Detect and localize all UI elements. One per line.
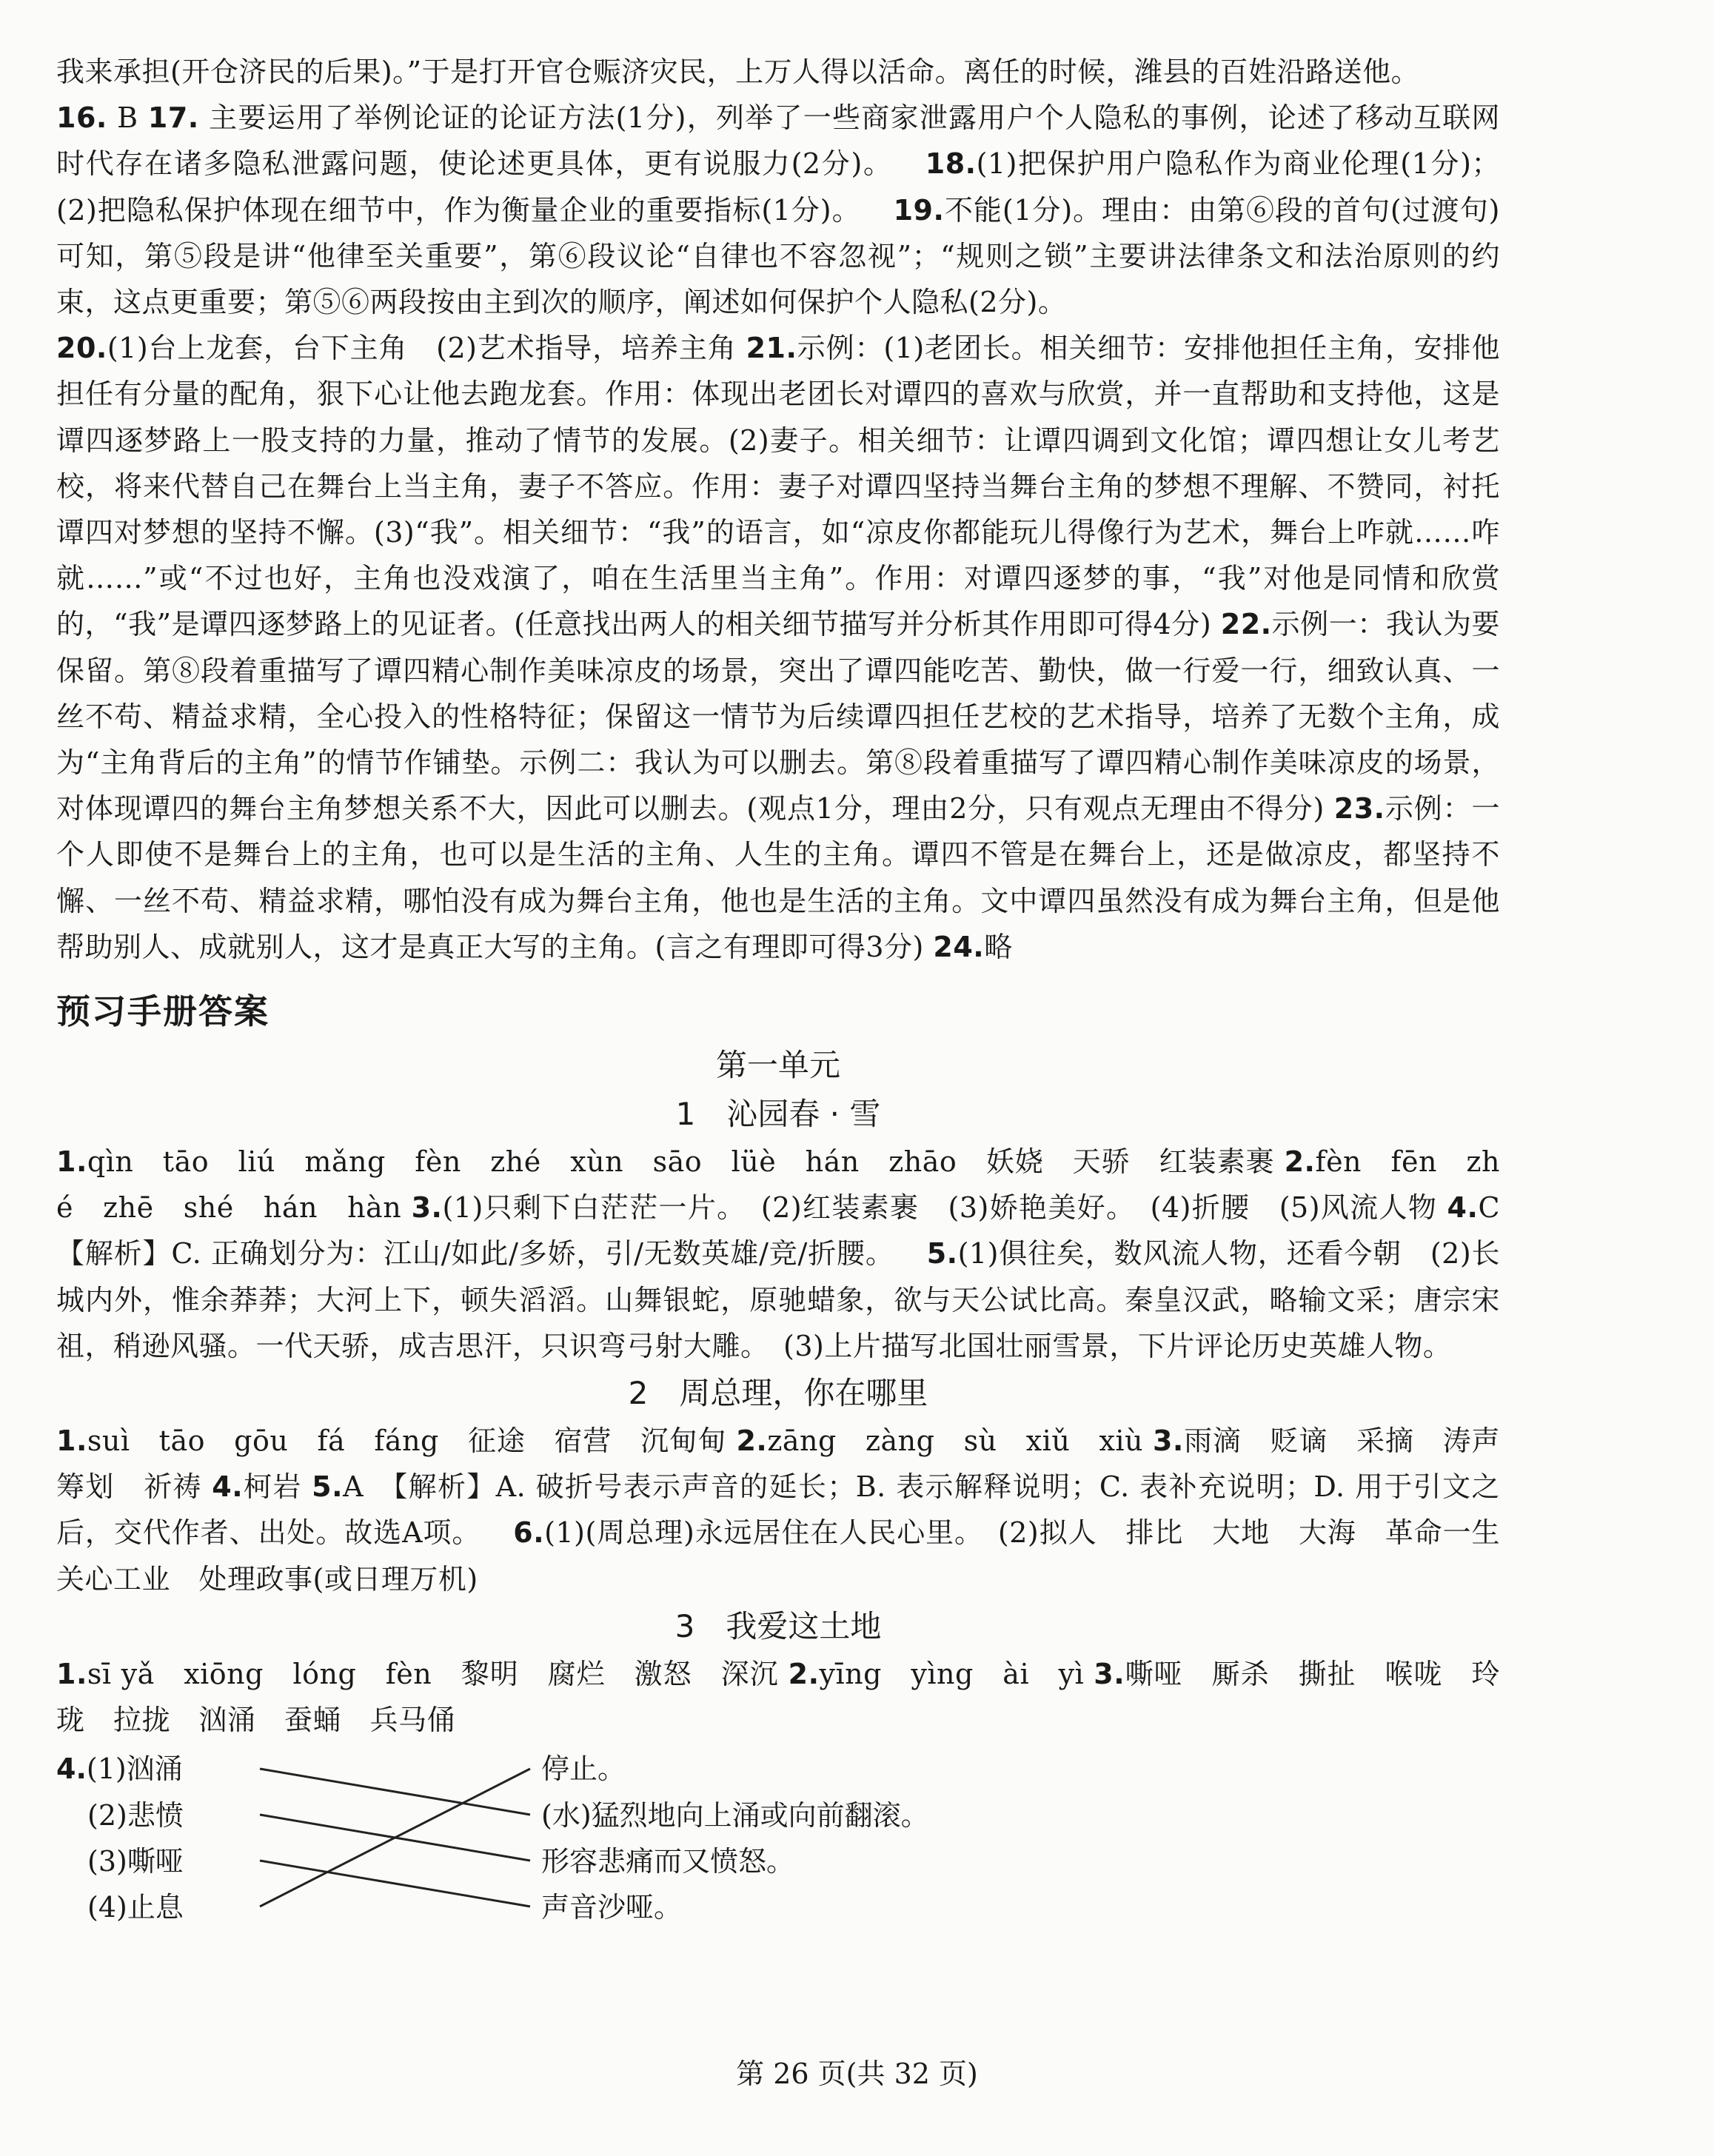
right-item: 形容悲痛而又愤怒。: [541, 1844, 795, 1878]
question-number: 18.: [925, 147, 977, 181]
page-footer: 第 26 页(共 32 页): [736, 2058, 978, 2090]
question-number: 4.: [1447, 1191, 1479, 1225]
question-number: 1.: [56, 1424, 87, 1458]
question-number: 17.: [147, 101, 199, 135]
lesson2-answers: 1.suì tāo gōu fá fáng 征途 宿营 沉甸甸 2.zāng zàng sù xiǔ xiù 3.雨滴 贬谪 采摘 涛声 筹划 祈祷 4.柯岩 5.A 【解析】A. 破折号表示声音的延长；B. 表示解释说明；C. 表补充说明；D. 用于引文之后，交代作者、出处。故选A项。 6.(1)(周总理)永远居住在人民心里。 (2)拟人 排比 大地 大海 革命一生 关心工业 处理政事(或日理万机): [56, 1424, 1529, 1596]
question-number: 2.: [736, 1424, 768, 1458]
question-number: 4.: [212, 1470, 244, 1504]
right-item: 停止。: [541, 1752, 626, 1786]
match-line: [260, 1769, 530, 1906]
question-number: 23.: [1333, 792, 1385, 826]
matching-exercise: [56, 1746, 1500, 1931]
question-number: 5.: [926, 1237, 958, 1270]
match-line: [260, 1861, 530, 1906]
question-number: 22.: [1220, 608, 1272, 641]
matching-lines: [190, 1746, 545, 1931]
lesson-title: 2 周总理，你在哪里: [628, 1375, 928, 1412]
question-number: 1.: [56, 1657, 87, 1690]
answer-page: [56, 49, 1529, 1931]
paragraph-answers-20-24: 20.(1)台上龙套，台下主角 (2)艺术指导，培养主角 21.示例：(1)老团长。相关细节：安排他担任主角，安排他担任有分量的配角，狠下心让他去跑龙套。作用：体现出老团长对谭四的喜欢与欣赏，并一直帮助和支持他，这是谭四逐梦路上一股支持的力量，推动了情节的发展。(2)妻子。相关细节：让谭四调到文化馆；谭四想让女儿考艺校，将来代替自己在舞台上当主角，妻子不答应。作用：妻子对谭四坚持当舞台主角的梦想不理解、不赞同，衬托谭四对梦想的坚持不懈。(3)“我”。相关细节：“我”的语言，如“凉皮你都能玩儿得像行为艺术，舞台上咋就……咋就……”或“不过也好，主角也没戏演了，咱在生活里当主角”。作用：对谭四逐梦的事，“我”对他是同情和欣赏的，“我”是谭四逐梦路上的见证者。(任意找出两人的相关细节描写并分析其作用即可得4分) 22.示例一：我认为要保留。第⑧段着重描写了谭四精心制作美味凉皮的场景，突出了谭四能吃苦、勤快，做一行爱一行，细致认真、一丝不苟、精益求精，全心投入的性格特征；保留这一情节为后续谭四担任艺校的艺术指导，培养了无数个主角，成为“主角背后的主角”的情节作铺垫。示例二：我认为可以删去。第⑧段着重描写了谭四精心制作美味凉皮的场景，对体现谭四的舞台主角梦想关系不大，因此可以删去。(观点1分，理由2分，只有观点无理由不得分) 23.示例：一个人即使不是舞台上的主角，也可以是生活的主角、人生的主角。谭四不管是在舞台上，还是做凉皮，都坚持不懈、一丝不苟、精益求精，哪怕没有成为舞台主角，他也是生活的主角。文中谭四虽然没有成为舞台主角，但是他帮助别人、成就别人，这才是真正大写的主角。(言之有理即可得3分) 24.略: [56, 332, 1500, 963]
question-number: 19.: [893, 193, 945, 227]
left-item: (2)悲愤: [87, 1798, 184, 1832]
question-number: 20.: [56, 332, 107, 365]
question-number: 2.: [788, 1657, 820, 1690]
left-item: (3)嘶哑: [87, 1844, 184, 1878]
lesson-title: 3 我爱这土地: [674, 1607, 882, 1644]
left-item: (4)止息: [87, 1890, 184, 1924]
question-number: 5.: [312, 1470, 344, 1504]
question-number: 3.: [411, 1191, 443, 1225]
paragraph-answers-16-19: 16. B 17. 主要运用了举例论证的论证方法(1分)，列举了一些商家泄露用户个人隐私的事例，论述了移动互联网时代存在诸多隐私泄露问题，使论述更具体，更有说服力(2分)。 18.(1)把保护用户隐私作为商业伦理(1分)；(2)把隐私保护体现在细节中，作为衡量企业的重要指标(1分)。 19.不能(1分)。理由：由第⑥段的首句(过渡句)可知，第⑤段是讲“他律至关重要”，第⑥段议论“自律也不容忽视”；“规则之锁”主要讲法律条文和法治原则的约束，这点更重要；第⑤⑥两段按由主到次的顺序，阐述如何保护个人隐私(2分)。: [56, 101, 1500, 319]
left-item: (1)汹涌: [86, 1752, 183, 1786]
matching-right-column: [541, 1746, 929, 1930]
right-item: (水)猛烈地向上涌或向前翻滚。: [541, 1798, 929, 1832]
question-number: 16.: [56, 101, 107, 135]
right-item: 声音沙哑。: [541, 1890, 683, 1924]
question-number: 24.: [933, 930, 985, 963]
question-number: 6.: [513, 1516, 545, 1550]
question-number: 2.: [1284, 1145, 1316, 1179]
question-number: 4.: [56, 1752, 87, 1786]
lesson-title: 1 沁园春 · 雪: [675, 1096, 881, 1133]
matching-left-column: [56, 1746, 184, 1930]
question-number: 1.: [56, 1145, 87, 1179]
unit-title: 第一单元: [715, 1047, 840, 1084]
question-number: 3.: [1152, 1424, 1184, 1458]
lesson1-answers: 1.qìn tāo liú mǎng fèn zhé xùn sāo lüè hán zhāo 妖娆 天骄 红装素裹 2.fèn fēn zhé zhē shé hán hàn 3.(1)只剩下白茫茫一片。 (2)红装素裹 (3)娇艳美好。 (4)折腰 (5)风流人物 4.C 【解析】C. 正确划分为：江山/如此/多娇，引/无数英雄/竞/折腰。 5.(1)俱往矣，数风流人物，还看今朝 (2)长城内外，惟余莽莽；大河上下，顿失滔滔。山舞银蛇，原驰蜡象，欲与天公试比高。秦皇汉武，略输文采；唐宗宋祖，稍逊风骚。一代天骄，成吉思汗，只识弯弓射大雕。 (3)上片描写北国壮丽雪景，下片评论历史英雄人物。: [56, 1145, 1529, 1362]
match-line: [260, 1769, 530, 1815]
question-number: 21.: [746, 332, 797, 365]
paragraph-continuation: 我来承担(开仓济民的后果)。”于是打开官仓赈济灾民，上万人得以活命。离任的时候，潍县的百姓沿路送他。: [56, 56, 1420, 88]
question-number: 3.: [1094, 1657, 1125, 1690]
section-title: 预习手册答案: [56, 991, 270, 1032]
lesson3-answers: 1.sī yǎ xiōng lóng fèn 黎明 腐烂 激怒 深沉 2.yīng yìng ài yì 3.嘶哑 厮杀 撕扯 喉咙 玲珑 拉拢 汹涌 蚕蛹 兵马俑: [56, 1657, 1500, 1737]
